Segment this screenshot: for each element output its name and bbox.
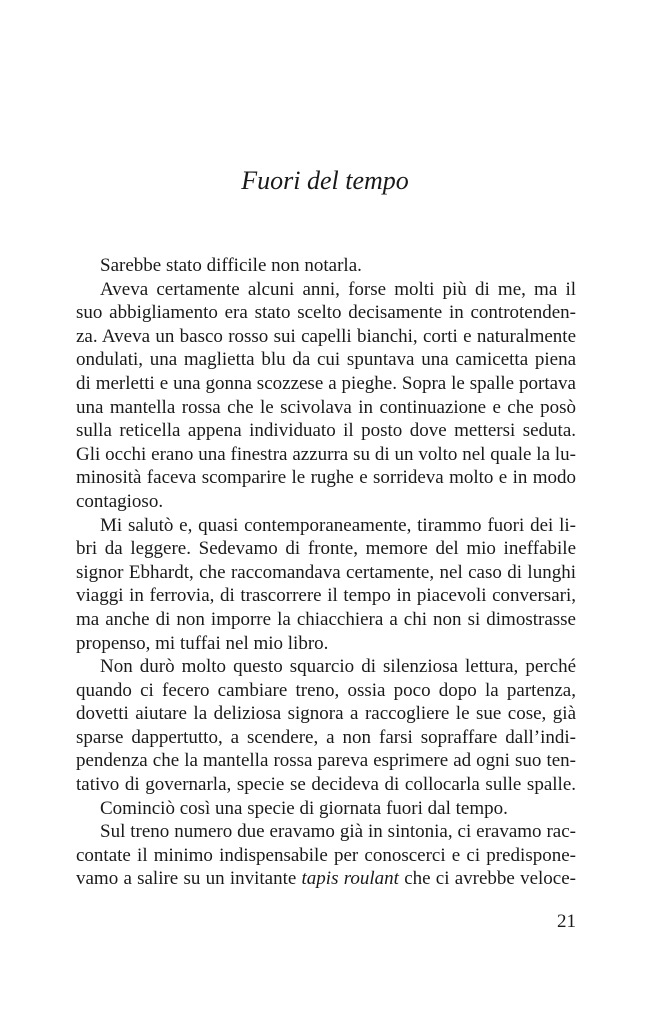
text-line: contate il minimo indispensabile per conoscerci e ci predispone- [76,844,576,866]
text-line: Non durò molto questo squarcio di silenziosa lettura, perché [100,656,576,678]
text-line: Sul treno numero due eravamo già in sintonia, ci eravamo rac- [100,821,576,843]
text-line: di merletti e una gonna scozzese a pieghe. Sopra le spalle portava [76,372,576,394]
text-line: sparse dappertutto, a scendere, a non farsi sopraffare dall’indi- [76,726,576,748]
text-line: quando ci fecero cambiare treno, ossia poco dopo la partenza, [76,679,576,701]
text-line: Cominciò così una specie di giornata fuori dal tempo. [100,797,508,819]
text-line: viaggi in ferrovia, di trascorrere il tempo in piacevoli conversari, [76,585,576,607]
text-line: Mi salutò e, quasi contemporaneamente, tirammo fuori dei li- [100,514,576,536]
text-line: una mantella rossa che le scivolava in continuazione e che posò [76,396,576,418]
body-text [76,254,576,891]
text-line: Sarebbe stato difficile non notarla. [100,255,362,276]
text-line: dovetti aiutare la deliziosa signora a raccogliere le sue cose, già [76,703,576,725]
chapter-title: Fuori del tempo [241,166,409,195]
text-line: pendenza che la mantella rossa pareva esprimere ad ogni suo ten- [76,750,576,772]
text-line: Gli occhi erano una finestra azzurra su di un volto nel quale la lu- [76,443,576,465]
text-line: Aveva certamente alcuni anni, forse molti più di me, ma il [100,278,576,300]
text-line: contagioso. [76,490,164,512]
text-line: ma anche di non imporre la chiacchiera a chi non si dimostrasse [76,608,576,630]
text-line: za. Aveva un basco rosso sui capelli bianchi, corti e naturalmente [76,325,576,347]
text-segment: che ci avrebbe veloce- [398,868,576,890]
text-line: minosità faceva scomparire le rughe e sorrideva molto e in modo [76,467,576,489]
text-line: ondulati, una maglietta blu da cui spuntava una camicetta piena [76,349,576,371]
page-number: 21 [557,911,576,932]
text-line-final [76,867,576,891]
text-line: propenso, mi tuffai nel mio libro. [76,632,329,654]
italic-term: tapis roulant [301,868,399,890]
text-line: bri da leggere. Sedevamo di fronte, memore del mio ineffabile [76,538,576,560]
text-line: suo abbigliamento era stato scelto decisamente in controtenden- [76,302,576,324]
text-line: sulla reticella appena individuato il posto dove mettersi seduta. [76,420,576,442]
text-line: signor Ebhardt, che raccomandava certamente, nel caso di lunghi [76,561,576,583]
text-line: tativo di governarla, specie se decideva di collocarla sulle spalle. [76,774,576,796]
text-segment: vamo a salire su un invitante [76,868,302,890]
